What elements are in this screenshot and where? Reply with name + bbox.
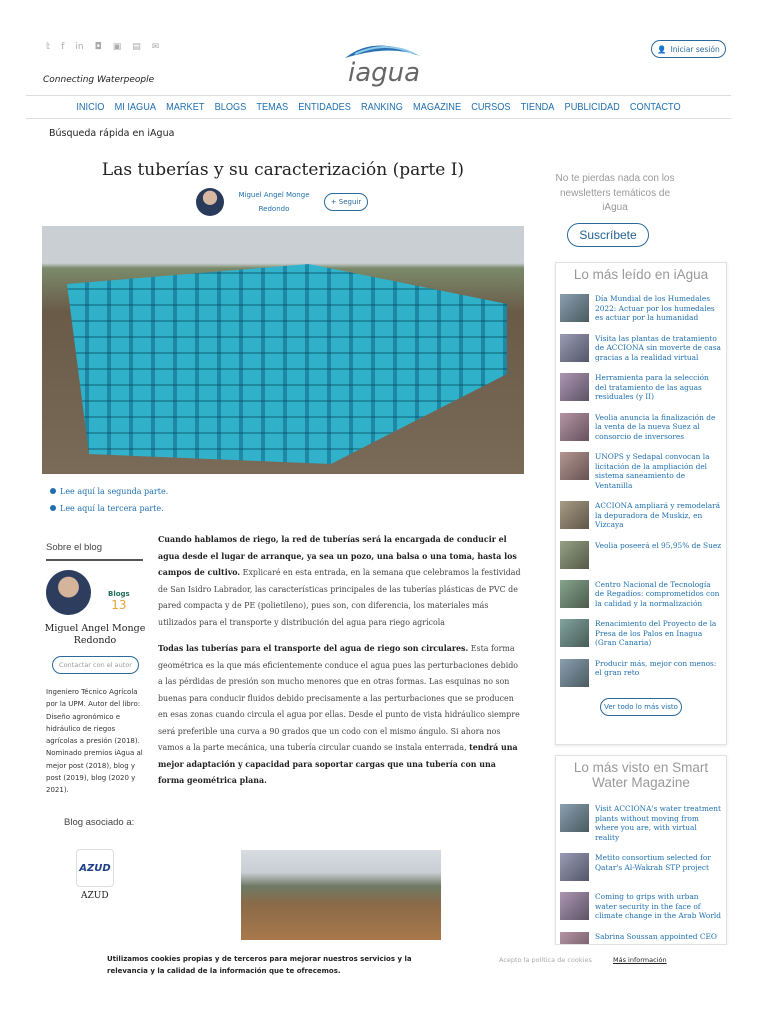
divider [26,118,731,119]
nav-item[interactable]: CURSOS [471,101,511,113]
thumbnail-image [560,804,589,832]
list-item[interactable] [556,932,726,946]
link-label: Lee aquí la tercera parte. [60,504,164,513]
item-title: Sabrina Soussan appointed CEO [595,931,717,941]
paragraph-1 [158,532,524,631]
tagline: Connecting Waterpeople [43,75,155,85]
thumbnail-image [560,853,589,881]
accept-cookies-button[interactable]: Acepto la política de cookies [499,956,592,964]
bullet-icon [50,488,56,494]
more-info-link[interactable]: Más información [613,956,667,964]
thumbnail-image [560,294,589,322]
p2-end: tendrá una mejor adaptación y capacidad para soportar cargas que una tubería con una forma geométrica plana. [158,743,518,785]
thumbnail-image [560,541,589,569]
see-all-button[interactable]: Ver todo lo más visto [600,698,682,716]
quick-search[interactable]: Búsqueda rápida en iAgua [49,128,175,139]
item-title: Centro Nacional de Tecnología de Regadíos: comprometidos con la calidad y la normalización [595,579,720,608]
thumbnail-image [560,373,589,401]
article-author [196,188,368,216]
bullet-icon [50,505,56,511]
list-item[interactable] [556,580,726,609]
follow-button[interactable]: + Seguir [324,193,368,211]
twitter-icon[interactable]: 𝕥 [46,42,51,52]
article-title: Las tuberías y su caracterización (parte I) [101,160,465,180]
nav-item[interactable]: RANKING [360,101,403,113]
nav-item[interactable]: MI IAGUA [114,101,156,113]
item-title: Veolia anuncia la finalización de la venta de la nueva Suez al consorcio de inversores [595,412,716,441]
p1-text: Explicaré en esta entrada, en la semana que celebramos la festividad de San Isidro Labrador, las características principales de las tuberías plásticas de PVC de pared compacta y de PE (polietileno), pues son, con diferencia, los materiales más utilizados para el transporte y distribución del agua para riego agrícola [158,568,521,627]
thumbnail-image [560,892,589,920]
item-title: Día Mundial de los Humedales 2022: Actuar por los humedales es actuar por la humanidad [595,294,715,322]
facebook-icon[interactable]: f [61,42,65,52]
associated-blog-heading: Blog asociado a: [64,817,135,828]
subscribe-button[interactable]: Suscríbete [567,223,649,247]
most-read-box [555,262,727,745]
nav-item[interactable]: BLOGS [214,101,247,113]
article-hero-image [42,226,524,474]
thumbnail-image [560,452,589,480]
list-item[interactable] [556,619,726,648]
thumbnail-image [560,932,589,946]
nav-item[interactable]: TIENDA [520,101,555,113]
item-title: Renacimiento del Proyecto de la Presa de los Palos en Inagua (Gran Canaria) [595,619,717,647]
nav-item[interactable]: ENTIDADES [298,101,351,113]
item-title: ACCIONA ampliará y remodelará la depuradora de Muskiz, en Vizcaya [595,501,721,529]
user-icon: 👤 [657,44,667,54]
author-avatar[interactable] [196,188,224,216]
blogs-label: Blogs [108,590,130,598]
thumbnail-image [560,413,589,441]
list-item[interactable] [556,413,726,442]
author-full-name: Miguel Angel Monge Redondo [44,623,146,646]
item-title: Metito consortium selected for Qatar's Al-Wakrah STP project [595,853,711,872]
item-title: Visit ACCIONA's water treatment plants without moving from where you are, with virtual reality [595,804,721,842]
link-part-2[interactable] [50,487,168,496]
link-label: Lee aquí la segunda parte. [60,487,169,496]
thumbnail-image [560,659,589,687]
nav-item[interactable]: CONTACTO [629,101,681,113]
list-item[interactable] [556,452,726,490]
thumbnail-image [560,580,589,608]
list-item[interactable] [556,373,726,402]
nav-item[interactable]: PUBLICIDAD [564,101,620,113]
list-item[interactable] [556,541,726,569]
p1-lead: Cuando hablamos de riego, la red de tuberías será la encargada de conducir el agua desde el lugar de arranque, ya sea un pozo, una balsa o una toma, hasta los campos de cultivo. [158,535,517,577]
item-title: Herramienta para la selección del tratamiento de las aguas residuales (y II) [595,373,709,401]
article-body [158,532,524,800]
flickr-icon[interactable]: ▣ [112,42,122,52]
login-button[interactable] [651,40,726,58]
thumbnail-image [560,334,589,362]
item-title: Producir más, mejor con menos: el gran reto [595,658,717,677]
logo-text: iagua [348,58,421,88]
cookie-text: Utilizamos cookies propias y de terceros para mejorar nuestros servicios y la relevancia y la calidad de la información que te ofrecemos. [107,955,412,975]
cookie-banner [0,945,768,1024]
list-item[interactable] [556,294,726,323]
list-item[interactable] [556,804,726,842]
main-nav [54,97,703,117]
nav-item[interactable]: INICIO [76,101,105,113]
list-item[interactable] [556,659,726,687]
item-title: Veolia poseerá el 95,95% de Suez [595,540,722,550]
iagua-logo[interactable] [340,38,430,93]
newsletter-text: No te pierdas nada con los newsletters temáticos de iAgua [555,173,675,213]
social-links [46,42,159,52]
list-item[interactable] [556,501,726,530]
p2-lead: Todas las tuberías para el transporte del agua de riego son circulares. [158,644,469,653]
azud-name[interactable]: AZUD [81,891,109,901]
item-title: Visita las plantas de tratamiento de ACCIONA sin moverte de casa gracias a la realidad virtual [595,333,721,362]
instagram-icon[interactable]: ◘ [94,42,102,52]
contact-author-button[interactable]: Contactar con el autor [52,656,139,674]
youtube-icon[interactable]: ▤ [132,42,141,52]
nav-item[interactable]: TEMAS [256,101,289,113]
p2-text: Esta forma geométrica es la que más eficientemente conduce el agua pues las perturbaciones debido a las pérdidas de presión son mucho menores que en otras formas. Las esquinas no son buenas para conducir fluidos debido precisamente a las perturbaciones que se producen en esas zonas cuando circula el agua por ellas. Desde el punto de vista hidráulico siempre será preferible una curva a 90 grados que un codo con el mismo ángulo. Si ahora nos vamos a la parte mecánica, una tubería circular cuando se instala enterrada, [158,644,520,752]
email-icon[interactable]: ✉ [151,42,160,52]
item-title: UNOPS y Sedapal convocan la licitación de la ampliación del sistema saneamiento de Ventanilla [595,452,710,490]
paragraph-2 [158,641,524,790]
list-item[interactable] [556,334,726,363]
linkedin-icon[interactable]: in [75,42,84,52]
list-item[interactable] [556,853,726,881]
blogs-number: 13 [111,598,127,612]
smart-water-title: Lo más visto en Smart Water Magazine [573,760,709,790]
about-heading: Sobre el blog [46,542,143,561]
list-item[interactable] [556,892,726,921]
divider [26,95,731,96]
most-read-title: Lo más leído en iAgua [573,267,709,282]
author-bio: Ingeniero Técnico Agrícola por la UPM. Autor del libro: Diseño agronómico e hidráulico de riegos agrícolas a presión (2018). Nominado premios iAgua al mejor post (2018), blog y post (2019), blog (2020 y 2021). [46,688,143,795]
author-name[interactable]: Miguel Angel Monge Redondo [238,191,310,213]
nav-item[interactable]: MAGAZINE [413,101,462,113]
blogs-count [108,590,130,612]
thumbnail-image [560,619,589,647]
login-label: Iniciar sesión [670,44,720,54]
item-title: Coming to grips with urban water security in the face of climate change in the Arab World [595,892,721,920]
author-photo[interactable] [46,570,91,615]
nav-item[interactable]: MARKET [166,101,205,113]
thumbnail-image [560,501,589,529]
smart-water-box [555,755,727,945]
link-part-3[interactable] [50,504,164,513]
azud-logo[interactable]: AZUD [76,849,114,887]
article-image-2 [241,850,441,940]
